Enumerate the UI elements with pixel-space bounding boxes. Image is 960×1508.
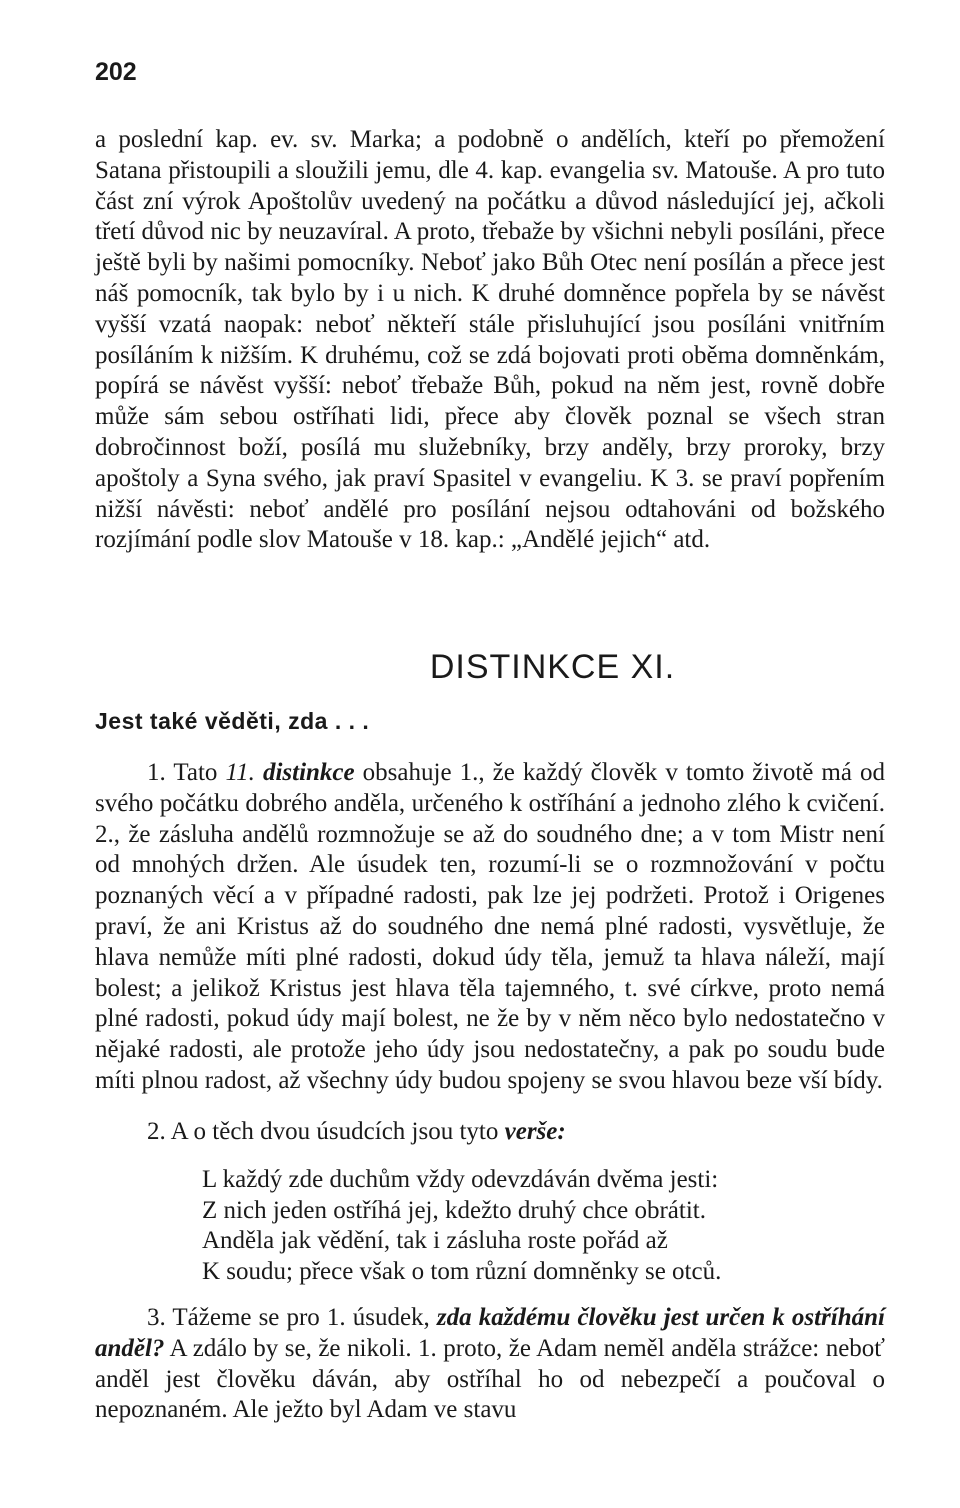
section-2-paragraph <box>95 1117 885 1148</box>
section-3-text: A zdálo by se, že nikoli. 1. proto, že Adam neměl anděla strážce: neboť anděl jest člověku dáván, aby ostříhal ho od nebezpečí a poučoval o nepoznaném. Ale ježto byl Adam ve stavu <box>95 1334 885 1424</box>
section-3-lead: 3. Tážeme se pro 1. úsudek, <box>147 1304 437 1331</box>
section-1-ref-word: distinkce <box>262 759 355 786</box>
section-3-question: zda každému člověku jest určen k ostříhání anděl? <box>95 1304 885 1362</box>
section-1-lead: 1. Tato <box>147 759 226 786</box>
verse-line: Anděla jak vědění, tak i zásluha roste pořád až <box>202 1227 668 1254</box>
section-1-text: obsahuje 1., že každý člověk v tomto životě má od svého počátku dobrého anděla, určeného k ostříhání a jednoho zlého k cvičení. 2., že zásluha andělů rozmnožuje se až do soudného dne; a v tom Mistr není od mnohých držen. Ale úsudek ten, rozumí-li se o rozmnožování v počtu poznaných věcí a v případné radosti, pak lze jej podržeti. Protož i Origenes praví, že ani Kristus až do soudného dne nemá plné radosti, vysvětluje, že hlava nemůže míti plné radosti, dokud údy těla, jemuž ta hlava náleží, mají bolest; a jelikož Kristus jest hlava těla tajemného, t. své církve, proto nemá plné radosti, pokud údy mají bolest, ne že by v něm něco bylo nedostatečno v nějaké radosti, ale protože jeho údy jsou nedostatečny, a pak po soudu bude míti plnou radost, až všechny údy budou spojeny se svou hlavou beze vší bídy. <box>95 759 886 1094</box>
distinction-title: DISTINKCE XI. <box>429 648 676 686</box>
verse-block <box>202 1165 721 1287</box>
section-2-italic: verše: <box>504 1118 566 1145</box>
page-number: 202 <box>95 58 137 86</box>
intro-paragraph: a poslední kap. ev. sv. Marka; a podobně o andělích, kteří po přemožení Satana přistoupili a sloužili jemu, dle 4. kap. evangelia sv. Matouše. A pro tuto část zní výrok Apoštolův uvedený na počátku a důvod následující jej, ačkoli třetí důvod nic by neuzavíral. A proto, třebaže by všichni nebyli posíláni, přece ještě byli by našimi pomocníky. Neboť jako Bůh Otec není posílán a přece jest náš pomocník, tak bylo by i u nich. K druhé domněnce popřela by se návěst vyšší vzatá naopak: neboť někteří stále přisluhující jsou posíláni vnitřním posíláním k nižším. K druhému, což se zdá bojovati proti oběma domněnkám, popírá se návěst vyšší: neboť třebaže Bůh, pokud na něm jest, rovně dobře může sám sebou ostříhati lidi, přece aby člověk poznal se všech stran dobročinnost boží, posílá mu služebníky, brzy anděly, brzy proroky, brzy apoštoly a Syna svého, jak praví Spasitel v evangeliu. K 3. se praví popřením nižší návěsti: neboť andělé pro posílání nejsou odtahováni od božského rozjímání podle slov Matouše v 18. kap.: „Andělé jejich“ atd. <box>95 126 885 554</box>
section-1-ref-num: 11. <box>225 759 255 786</box>
lemma-heading: Jest také věděti, zda . . . <box>95 708 370 734</box>
verse-line: K soudu; přece však o tom různí domněnky se otců. <box>202 1257 722 1285</box>
verse-line: Z nich jeden ostříhá jej, kdežto druhý chce obrátit. <box>202 1196 706 1224</box>
section-3-paragraph <box>95 1303 885 1426</box>
section-1-paragraph <box>95 758 885 1097</box>
section-2-text: 2. A o těch dvou úsudcích jsou tyto <box>147 1118 505 1145</box>
verse-line: L každý zde duchům vždy odevzdáván dvěma jesti: <box>202 1166 719 1193</box>
